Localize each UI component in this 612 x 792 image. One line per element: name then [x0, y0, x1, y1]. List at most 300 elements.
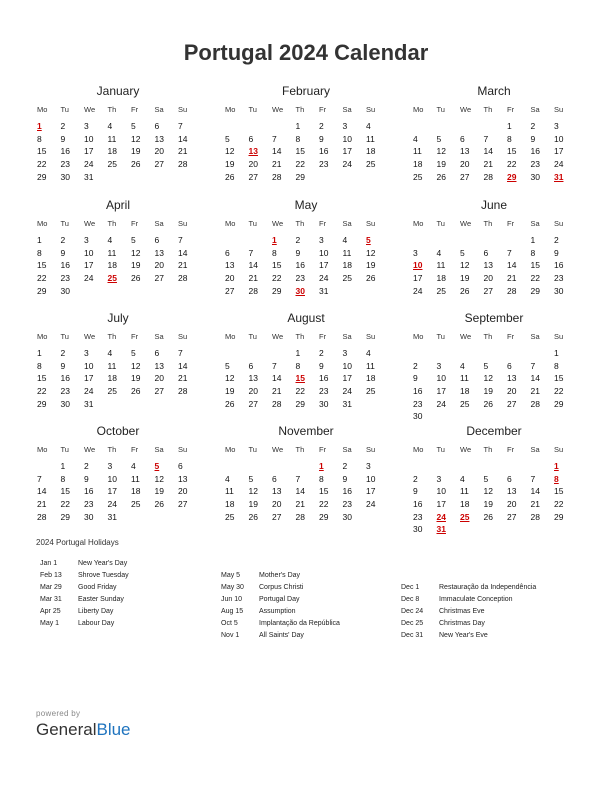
day-cell: 10 — [554, 133, 564, 144]
week-row — [224, 485, 388, 498]
holiday-day-cell: 8 — [554, 473, 559, 484]
holiday-entry — [401, 606, 536, 618]
day-cell: 20 — [460, 159, 470, 170]
empty-day-cell — [459, 347, 483, 360]
weekday-header-row — [36, 214, 200, 234]
day-cell: 19 — [248, 499, 258, 510]
day-cell: 1 — [295, 348, 301, 358]
day-cell: 9 — [413, 373, 418, 384]
day-cell: 13 — [154, 360, 164, 371]
day-cell: 6 — [154, 348, 160, 358]
day-cell: 21 — [37, 499, 47, 510]
day-cell: 7 — [37, 473, 42, 484]
day-cell: 23 — [530, 159, 540, 170]
day-cell: 12 — [131, 247, 141, 258]
holidays-title: 2024 Portugal Holidays — [36, 538, 119, 547]
day-cell: 15 — [37, 146, 47, 157]
day-cell: 21 — [272, 386, 282, 397]
week-row — [412, 410, 576, 423]
empty-day-cell — [224, 234, 248, 247]
week-row — [36, 285, 200, 298]
day-cell: 1 — [37, 348, 42, 358]
month-name: July — [107, 311, 129, 325]
day-cell: 11 — [107, 247, 117, 258]
day-cell: 18 — [107, 146, 117, 157]
empty-day-cell — [506, 234, 530, 247]
day-cell: 11 — [342, 247, 352, 258]
month-january — [36, 84, 200, 183]
day-cell: 21 — [248, 273, 258, 284]
day-cell: 28 — [507, 285, 517, 296]
weekday-header: Mo — [225, 332, 236, 341]
week-row — [224, 347, 388, 360]
day-cell: 12 — [483, 486, 493, 497]
day-cell: 20 — [154, 260, 164, 271]
holiday-name: Christmas Day — [439, 620, 485, 627]
day-cell: 21 — [178, 260, 188, 271]
weekday-header: Fr — [131, 105, 139, 114]
weekday-header-row — [412, 440, 576, 460]
day-cell: 4 — [107, 121, 113, 131]
day-cell: 16 — [319, 373, 329, 384]
day-cell: 24 — [84, 159, 94, 170]
day-cell: 21 — [530, 386, 540, 397]
holiday-day-cell: 30 — [295, 285, 305, 296]
month-name: November — [278, 424, 334, 438]
day-cell: 5 — [131, 235, 136, 245]
day-cell: 9 — [342, 473, 348, 484]
day-cell: 14 — [272, 373, 282, 384]
day-cell: 29 — [37, 398, 47, 409]
holiday-date: Apr 25 — [40, 608, 61, 615]
day-cell: 25 — [107, 159, 117, 170]
day-cell: 2 — [342, 461, 348, 471]
day-cell: 18 — [366, 373, 376, 384]
week-row — [412, 511, 576, 524]
weekday-header: Sa — [530, 219, 540, 228]
month-name: February — [281, 84, 331, 98]
day-cell: 3 — [436, 473, 442, 484]
day-cell: 5 — [131, 348, 136, 358]
week-row — [412, 145, 576, 158]
day-cell: 10 — [84, 133, 94, 144]
month-name: April — [105, 198, 130, 212]
day-cell: 20 — [248, 386, 258, 397]
holiday-entry — [401, 582, 536, 594]
day-cell: 2 — [530, 121, 536, 131]
day-cell: 15 — [530, 260, 540, 271]
day-cell: 18 — [460, 499, 470, 510]
day-cell: 23 — [413, 511, 423, 522]
week-row — [412, 360, 576, 373]
empty-day-cell — [248, 120, 272, 133]
weekday-header: Sa — [154, 105, 164, 114]
holiday-date: Aug 15 — [221, 608, 244, 615]
holiday-day-cell: 24 — [436, 511, 446, 522]
holiday-date: May 5 — [221, 572, 241, 579]
day-cell: 29 — [319, 511, 329, 522]
holiday-name: Implantação da República — [259, 620, 340, 627]
day-cell: 25 — [107, 386, 117, 397]
day-cell: 2 — [319, 348, 324, 358]
empty-day-cell — [483, 523, 507, 536]
week-row — [412, 485, 576, 498]
month-name: March — [477, 84, 511, 98]
day-cell: 11 — [460, 486, 469, 497]
day-cell: 13 — [154, 247, 164, 258]
day-cell: 2 — [60, 348, 66, 358]
weekday-header: We — [84, 332, 96, 341]
weekday-header: Tu — [436, 332, 445, 341]
holiday-entry — [221, 594, 340, 606]
day-cell: 14 — [178, 247, 188, 258]
empty-day-cell — [483, 347, 507, 360]
weekday-header: Th — [107, 332, 117, 341]
month-august — [224, 311, 388, 410]
holiday-day-cell: 25 — [107, 273, 117, 284]
day-cell: 21 — [272, 159, 282, 170]
day-cell: 1 — [60, 461, 66, 471]
day-cell: 4 — [366, 348, 371, 358]
day-cell: 10 — [342, 360, 352, 371]
weekday-header: Sa — [530, 445, 540, 454]
day-cell: 8 — [60, 473, 66, 484]
weekday-header: Su — [366, 105, 376, 114]
day-cell: 9 — [554, 247, 559, 258]
weekday-header-row — [224, 440, 388, 460]
day-cell: 14 — [178, 360, 188, 371]
empty-day-cell — [154, 511, 178, 524]
day-cell: 8 — [507, 133, 512, 144]
holiday-day-cell: 13 — [248, 146, 258, 157]
weekday-header: Tu — [248, 105, 257, 114]
day-cell: 28 — [248, 285, 258, 296]
weekday-header: Sa — [342, 332, 352, 341]
day-cell: 21 — [295, 499, 305, 510]
holiday-entry — [221, 630, 340, 642]
day-cell: 30 — [342, 511, 352, 522]
holiday-name: Portugal Day — [259, 596, 300, 603]
day-cell: 7 — [507, 247, 512, 258]
week-row — [36, 120, 200, 133]
day-cell: 27 — [507, 398, 517, 409]
week-row — [224, 460, 388, 473]
day-cell: 14 — [295, 486, 305, 497]
day-cell: 3 — [84, 121, 89, 131]
day-cell: 7 — [272, 133, 277, 144]
day-cell: 22 — [37, 273, 47, 284]
day-cell: 11 — [366, 133, 375, 144]
weekday-header: Fr — [507, 105, 515, 114]
weekday-header: We — [272, 332, 284, 341]
holiday-entry — [221, 606, 340, 618]
empty-day-cell — [154, 398, 178, 411]
day-cell: 20 — [225, 273, 235, 284]
day-cell: 25 — [131, 499, 141, 510]
empty-day-cell — [459, 410, 483, 423]
day-cell: 12 — [225, 146, 235, 157]
day-cell: 1 — [295, 121, 301, 131]
empty-day-cell — [436, 410, 460, 423]
day-cell: 12 — [131, 133, 141, 144]
day-cell: 16 — [413, 499, 423, 510]
holiday-entry — [40, 606, 129, 618]
day-cell: 18 — [460, 386, 470, 397]
day-cell: 16 — [554, 260, 564, 271]
month-october — [36, 424, 200, 523]
day-cell: 28 — [37, 511, 47, 522]
holiday-name: Labour Day — [78, 620, 115, 627]
holiday-date: Dec 24 — [401, 608, 424, 615]
weekday-header-row — [224, 214, 388, 234]
weekday-header-row — [412, 100, 576, 120]
day-cell: 13 — [272, 486, 282, 497]
day-cell: 6 — [272, 473, 277, 484]
weekday-header: Su — [178, 219, 188, 228]
empty-day-cell — [506, 460, 530, 473]
week-row — [412, 234, 576, 247]
weekday-header: Mo — [413, 332, 424, 341]
weekday-header: Mo — [225, 219, 236, 228]
holiday-date: May 30 — [221, 584, 244, 591]
weekday-header: We — [460, 445, 472, 454]
day-cell: 10 — [107, 473, 117, 484]
day-cell: 3 — [436, 360, 442, 371]
day-cell: 22 — [295, 159, 305, 170]
day-cell: 16 — [413, 386, 423, 397]
day-cell: 17 — [554, 146, 564, 157]
day-cell: 26 — [131, 386, 141, 397]
weekday-header: Su — [554, 105, 564, 114]
day-cell: 27 — [507, 511, 517, 522]
holiday-name: Corpus Christi — [259, 584, 304, 591]
day-cell: 14 — [248, 260, 258, 271]
week-row — [224, 247, 388, 260]
week-row — [36, 473, 200, 486]
day-cell: 27 — [225, 285, 235, 296]
day-cell: 20 — [154, 373, 164, 384]
day-cell: 17 — [436, 499, 446, 510]
day-cell: 4 — [366, 121, 371, 131]
day-cell: 16 — [60, 373, 70, 384]
day-cell: 28 — [272, 171, 282, 182]
week-row — [412, 473, 576, 486]
day-cell: 4 — [342, 235, 348, 245]
day-cell: 26 — [248, 511, 258, 522]
week-row — [36, 347, 200, 360]
day-cell: 20 — [248, 159, 258, 170]
day-cell: 24 — [84, 273, 94, 284]
day-cell: 15 — [37, 373, 47, 384]
page-title: Portugal 2024 Calendar — [183, 40, 429, 65]
day-cell: 1 — [530, 235, 536, 245]
holiday-date: Dec 25 — [401, 620, 424, 627]
empty-day-cell — [271, 347, 295, 360]
month-may — [224, 198, 388, 297]
weekday-header: Sa — [530, 332, 540, 341]
day-cell: 23 — [60, 386, 70, 397]
day-cell: 26 — [436, 171, 446, 182]
week-row — [36, 372, 200, 385]
holiday-date: Mar 29 — [40, 584, 62, 591]
holiday-day-cell: 25 — [460, 511, 470, 522]
day-cell: 5 — [483, 473, 489, 484]
weekday-header: Sa — [154, 219, 164, 228]
day-cell: 25 — [436, 285, 446, 296]
week-row — [412, 372, 576, 385]
day-cell: 31 — [107, 511, 117, 522]
week-row — [412, 385, 576, 398]
weekday-header: Su — [178, 445, 188, 454]
weekday-header: Tu — [436, 105, 445, 114]
empty-day-cell — [436, 120, 460, 133]
day-cell: 10 — [84, 360, 94, 371]
empty-day-cell — [83, 285, 107, 298]
day-cell: 27 — [460, 171, 470, 182]
day-cell: 26 — [366, 273, 376, 284]
weekday-header: Tu — [60, 445, 69, 454]
weekday-header: We — [84, 105, 96, 114]
day-cell: 6 — [507, 473, 512, 484]
holiday-list-column-3 — [401, 582, 536, 642]
day-cell: 2 — [319, 121, 324, 131]
day-cell: 22 — [530, 273, 540, 284]
weekday-header: Th — [295, 445, 305, 454]
day-cell: 26 — [154, 499, 164, 510]
day-cell: 8 — [319, 473, 324, 484]
holiday-day-cell: 1 — [272, 235, 277, 245]
holiday-name: Assumption — [259, 608, 296, 615]
day-cell: 29 — [272, 285, 282, 296]
week-row — [224, 372, 388, 385]
holiday-date: Dec 31 — [401, 632, 424, 639]
weekday-header: Su — [554, 445, 564, 454]
day-cell: 29 — [37, 285, 47, 296]
day-cell: 21 — [483, 159, 493, 170]
weekday-header: Mo — [37, 445, 48, 454]
day-cell: 7 — [530, 360, 536, 371]
weekday-header: Th — [295, 219, 305, 228]
week-row — [224, 145, 388, 158]
empty-day-cell — [412, 234, 436, 247]
day-cell: 24 — [342, 386, 352, 397]
month-november — [224, 424, 388, 523]
day-cell: 4 — [436, 247, 442, 258]
holiday-name: All Saints' Day — [259, 632, 304, 639]
holiday-day-cell: 31 — [436, 524, 446, 535]
weekday-header: Mo — [37, 332, 48, 341]
day-cell: 17 — [342, 373, 352, 384]
day-cell: 8 — [37, 133, 42, 144]
holiday-day-cell: 29 — [507, 171, 517, 182]
day-cell: 11 — [107, 360, 117, 371]
weekday-header: Fr — [507, 219, 515, 228]
day-cell: 20 — [272, 499, 282, 510]
day-cell: 28 — [530, 398, 540, 409]
day-cell: 21 — [507, 273, 517, 284]
day-cell: 20 — [507, 499, 517, 510]
week-row — [412, 285, 576, 298]
day-cell: 13 — [507, 486, 517, 497]
day-cell: 27 — [483, 285, 493, 296]
weekday-header: Fr — [131, 332, 139, 341]
day-cell: 5 — [131, 121, 136, 131]
weekday-header-row — [36, 327, 200, 347]
holiday-day-cell: 15 — [295, 373, 305, 384]
day-cell: 29 — [295, 171, 305, 182]
day-cell: 8 — [295, 133, 301, 144]
generalblue-logo — [36, 720, 131, 740]
day-cell: 15 — [272, 260, 282, 271]
week-row — [224, 498, 388, 511]
day-cell: 9 — [319, 360, 324, 371]
empty-day-cell — [177, 171, 201, 184]
week-row — [412, 398, 576, 411]
day-cell: 13 — [483, 260, 493, 271]
day-cell: 19 — [460, 273, 470, 284]
empty-day-cell — [436, 347, 460, 360]
day-cell: 19 — [154, 486, 164, 497]
empty-day-cell — [318, 171, 342, 184]
day-cell: 30 — [60, 285, 70, 296]
empty-day-cell — [459, 460, 483, 473]
day-cell: 23 — [60, 159, 70, 170]
week-row — [412, 158, 576, 171]
week-row — [36, 133, 200, 146]
day-cell: 31 — [84, 171, 94, 182]
empty-day-cell — [130, 398, 154, 411]
holiday-day-cell: 5 — [366, 235, 371, 245]
weekday-header: Sa — [154, 332, 164, 341]
weekday-header: Su — [366, 219, 376, 228]
weekday-header: Th — [107, 445, 117, 454]
day-cell: 15 — [554, 486, 564, 497]
logo-text-general: General — [36, 720, 97, 739]
day-cell: 4 — [460, 473, 465, 484]
day-cell: 13 — [460, 146, 470, 157]
day-cell: 21 — [178, 146, 188, 157]
day-cell: 16 — [530, 146, 540, 157]
day-cell: 28 — [530, 511, 540, 522]
day-cell: 19 — [131, 373, 141, 384]
weekday-header: Tu — [248, 332, 257, 341]
holiday-name: Easter Sunday — [78, 596, 124, 603]
weekday-header: We — [460, 219, 472, 228]
day-cell: 13 — [507, 373, 517, 384]
day-cell: 12 — [131, 360, 141, 371]
empty-day-cell — [107, 398, 131, 411]
weekday-header: We — [84, 219, 96, 228]
day-cell: 14 — [272, 146, 282, 157]
day-cell: 13 — [225, 260, 235, 271]
weekday-header: Th — [483, 219, 493, 228]
month-name: September — [464, 311, 524, 325]
day-cell: 9 — [319, 133, 324, 144]
day-cell: 12 — [225, 373, 235, 384]
day-cell: 9 — [84, 473, 89, 484]
weekday-header: Mo — [413, 219, 424, 228]
week-row — [412, 120, 576, 133]
empty-day-cell — [459, 120, 483, 133]
week-row — [36, 247, 200, 260]
holiday-entry — [401, 618, 536, 630]
day-cell: 2 — [413, 360, 418, 371]
day-cell: 10 — [342, 133, 352, 144]
day-cell: 16 — [319, 146, 329, 157]
day-cell: 11 — [366, 360, 375, 371]
day-cell: 5 — [248, 473, 254, 484]
day-cell: 30 — [60, 398, 70, 409]
